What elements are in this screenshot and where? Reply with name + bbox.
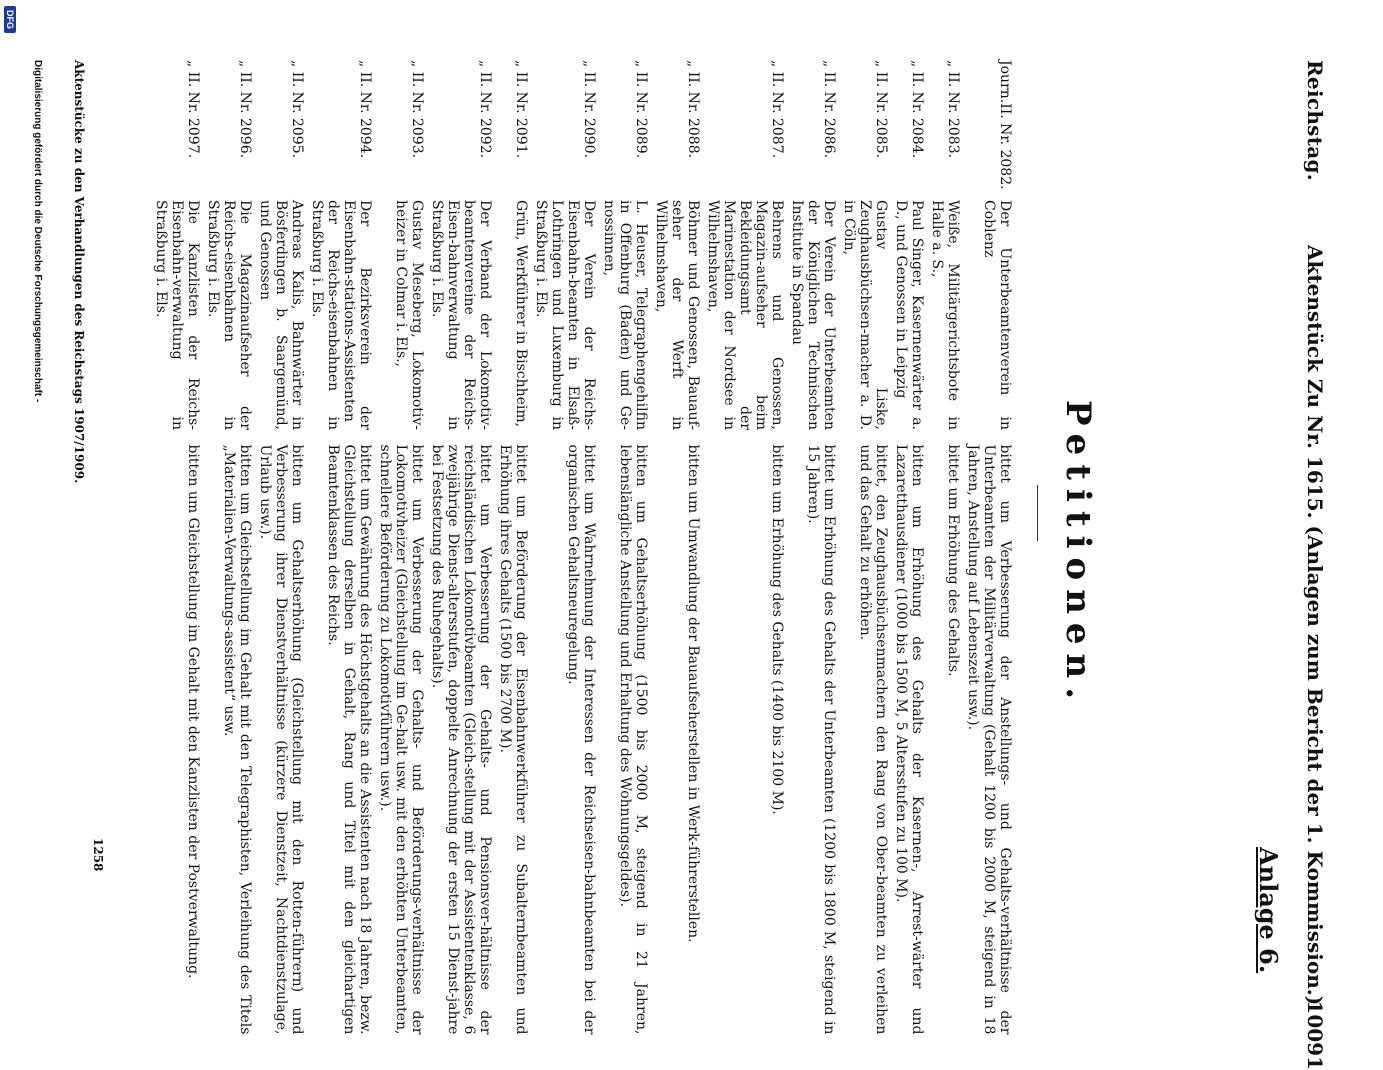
- petition-request: bittet um Verbesserung der Anstellungs- und Gehalts-verhältnisse der Unterbeamten der Militärverwaltung (Gehalt 1200 bis 2000 M, steigend in 18 Jahren, Anstellung auf Lebenszeit usw.).: [965, 444, 1013, 1035]
- petitioner: Gustav Meseberg, Lokomotiv-heizer in Colmar i. Els.,: [393, 200, 425, 430]
- journal-number: „ II. Nr. 2093.: [409, 60, 425, 159]
- petition-entry: [601, 60, 649, 1070]
- petition-entry: [153, 60, 201, 1070]
- petitioner: Der Bezirksverein der Eisenbahn-stations-Assistenten der Reichs-eisenbahnen in Straßburg i. Els.: [309, 200, 373, 430]
- page-header: [1287, 60, 1327, 1070]
- journal-number: „ II. Nr. 2097.: [185, 60, 201, 159]
- header-center: Aktenstück Zu Nr. 1615. (Anlagen zum Bericht der 1. Kommission.): [1303, 245, 1327, 1006]
- petition-request: bittet um Erhöhung des Gehalts.: [945, 444, 961, 677]
- journal-number: „ II. Nr. 2091.: [513, 60, 529, 159]
- journal-number: „ II. Nr. 2087.: [769, 60, 785, 159]
- journal-number: „ II. Nr. 2090.: [581, 60, 597, 159]
- header-left: Reichstag.: [1303, 60, 1327, 182]
- petition-entry: [257, 60, 305, 1070]
- journal-number: „ II. Nr. 2086.: [821, 60, 837, 159]
- petition-entry: [309, 60, 373, 1070]
- petitioner: Der Verband der Lokomotiv-beamtenvereine der Reichs-Eisen-bahnverwaltung in Straßburg i. Els.: [429, 200, 493, 430]
- section-title: Petitionen.: [1058, 400, 1098, 709]
- petition-entry: [705, 60, 785, 1070]
- petitioner: Die Magazinaufseher der Reichs-eisenbahnen in Straßburg i. Els.: [205, 200, 253, 430]
- petition-request: bitten um Gleichstellung im Gehalt mit den Telegraphisten, Verleihung des Titels „Materialien-Verwaltungs-assistent“ usw.: [221, 444, 253, 1035]
- petition-entry: [789, 60, 837, 1070]
- petition-request: bitten um Umwandlung der Bauaufseherstellen in Werk-führerstellen.: [685, 444, 701, 943]
- petition-request: bittet um Verbesserung der Gehalts- und Beförderungs-verhältnisse der Lokomotivheizer (Gleichstellung im Ge-halt usw. mit den erhöhten Unterbeamten, schnellere Beförderung zu Lokomotivführern usw.).: [377, 444, 425, 1035]
- dfg-logo: DFG: [4, 6, 16, 33]
- annex-label: Anlage 6.: [1254, 847, 1283, 974]
- petition-entry: [533, 60, 597, 1070]
- title-rule: [1037, 485, 1038, 541]
- journal-number: „ II. Nr. 2083.: [945, 60, 961, 159]
- footer-source: Aktenstücke zu den Verhandlungen des Reichstags 1907/1909.: [72, 60, 86, 484]
- petition-entry: [429, 60, 493, 1070]
- journal-number: „ II. Nr. 2085.: [873, 60, 889, 159]
- petition-entry: [965, 60, 1013, 1070]
- journal-number: „ II. Nr. 2094.: [357, 60, 373, 159]
- petition-request: bittet um Beförderung der Eisenbahnwerkführer zu Subalternbeamten und Erhöhung ihres Gehalts (1500 bis 2700 M).: [497, 444, 529, 1035]
- petition-list: [149, 60, 1013, 1070]
- petition-request: bittet um Wahrnehmung der Interessen der Reichseisen-bahnbeamten bei der organischen Gehaltsneuregelung.: [565, 444, 597, 1035]
- petitioner: Der Unterbeamtenverein in Coblenz: [981, 200, 1013, 430]
- digitization-note: Digitalisierung gefördert durch die Deutsche Forschungsgemeinschaft -: [32, 60, 43, 403]
- petition-entry: [205, 60, 253, 1070]
- petition-request: bitten um Gehaltserhöhung (Gleichstellung mit den Rotten-führern) und Verbesserung ihrer Dienstverhältnisse (kürzere Dienstzeit, Nachtdienstzulage, Urlaub usw.).: [257, 444, 305, 1035]
- petitioner: Der Verein der Reichs-Eisenbahn-beamten in Elsaß-Lothringen und Luxemburg in Straßburg i. Els.: [533, 200, 597, 430]
- petition-entry: [929, 60, 961, 1070]
- petition-request: bitten um Gleichstellung im Gehalt mit den Kanzlisten der Postverwaltung.: [185, 444, 201, 979]
- footer-page-number: 1258: [91, 838, 105, 872]
- petitioner: Die Kanzlisten der Reichs-Eisenbahn-verwaltung in Straßburg i. Els.: [153, 200, 201, 430]
- petition-entry: [497, 60, 529, 1070]
- header-page-number: 10091: [1303, 1000, 1327, 1070]
- petition-request: bittet um Gewährung des Höchstgehalts an die Assistenten nach 18 Jahren, bezw. Gleichstellung derselben in Gehalt, Rang und Titel mit den gleichartigen Beamtenklassen des Reichs.: [325, 444, 373, 1035]
- petitioner: Böhmer und Genossen, Bauauf-seher der Werft in Wilhelmshaven,: [653, 200, 701, 430]
- petitioner: Der Verein der Unterbeamten der Königlichen Technischen Institute in Spandau: [789, 200, 837, 430]
- petition-entry: [893, 60, 925, 1070]
- journal-number: „ II. Nr. 2095.: [289, 60, 305, 159]
- petition-request: bittet, den Zeughausbüchsenmachern den Rang von Ober-beamten zu verleihen und das Gehalt zu erhöhen.: [857, 444, 889, 1035]
- petition-entry: [841, 60, 889, 1070]
- petitioner: Paul Singer, Kasernenwärter a. D., und Genossen in Leipzig: [893, 200, 925, 430]
- journal-number: „ II. Nr. 2092.: [477, 60, 493, 159]
- journal-number: „ II. Nr. 2084.: [909, 60, 925, 159]
- petition-request: bitten um Gehaltserhöhung (1500 bis 2000 M, steigend in 21 Jahren, lebenslängliche Anstellung und Erhaltung des Wohnungsgeldes).: [617, 444, 649, 1035]
- petitioner: L. Heuser, Telegraphengehilfin in Offenburg (Baden) und Ge-nossinnen,: [601, 200, 649, 430]
- petition-request: bittet um Verbesserung der Gehalts- und Pensionsver-hältnisse der reichsländischen Lokomotivbeamten (Gleich-stellung mit der Assistentenklasse, 6 zweijährige Dienst-altersstufen, doppelte Anrechnung der ersten 15 Dienst-jahre bei Festsetzung des Ruhegehalts).: [429, 444, 493, 1035]
- petition-request: bitten um Erhöhung des Gehalts der Kasernen-, Arrest-wärter und Lazaretthausdiener (1000 bis 1500 M, 5 Altersstufen zu 100 M).: [893, 444, 925, 1035]
- journal-number: „ II. Nr. 2089.: [633, 60, 649, 159]
- journal-number: „ II. Nr. 2096.: [237, 60, 253, 159]
- journal-number: „ II. Nr. 2088.: [685, 60, 701, 159]
- petitioner: Grün, Werkführer in Bischheim,: [513, 200, 529, 428]
- petitioner: Gustav Liske, Zeughausbüchsen-macher a. D. in Cöln,: [841, 200, 889, 430]
- petition-request: bittet um Erhöhung des Gehalts der Unterbeamten (1200 bis 1800 M, steigend in 15 Jahren).: [805, 444, 837, 1035]
- petitioner: Andreas Kalis, Bahnwärter in Bösferdingen b. Saargemünd, und Genossen: [257, 200, 305, 430]
- petition-entry: [377, 60, 425, 1070]
- journal-number: Journ.II. Nr. 2082.: [997, 60, 1013, 190]
- petitioner: Weiße, Militärgerichtsbote in Halle a. S.,: [929, 200, 961, 430]
- petition-entry: [653, 60, 701, 1070]
- petitioner: Behrens und Genossen, Magazin-aufseher beim Bekleidungsamt der Marinestation der Nordsee in Wilhelmshaven,: [705, 200, 785, 430]
- petition-request: bitten um Erhöhung des Gehalts (1400 bis 2100 M).: [769, 444, 785, 815]
